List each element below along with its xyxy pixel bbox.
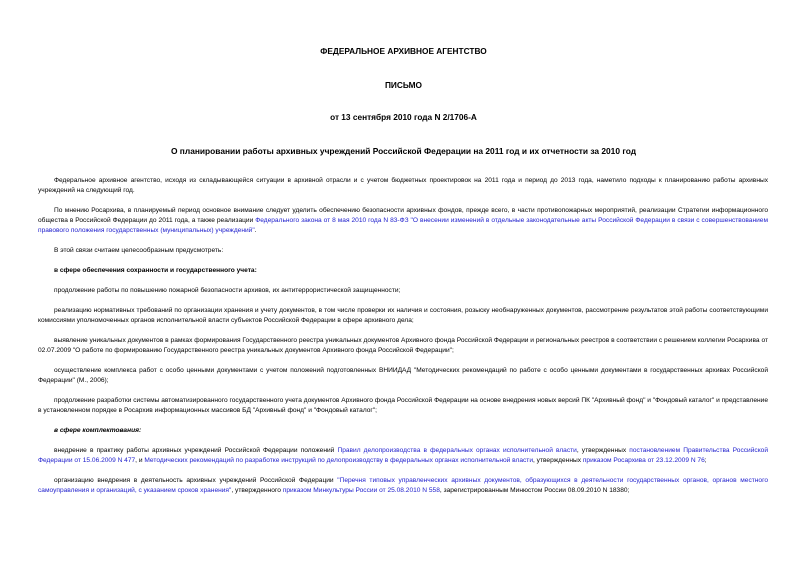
paragraph-text: , и — [135, 457, 145, 464]
rosarkhiv-order-link[interactable]: приказом Росархива от 23.12.2009 N 76 — [582, 457, 705, 464]
paragraph-text: , утвержденных — [576, 447, 630, 454]
minkultury-order-link[interactable]: приказом Минкультуры России от 25.08.2010 N 558 — [282, 487, 440, 494]
federal-law-link[interactable]: Федерального закона от 8 мая 2010 года N 83-ФЗ "О внесении изменений в отдельные законодательные акты Российской Федерации в связи с совершенствованием правового положения государственных (муниципальных) учреждений" — [38, 217, 768, 234]
paragraph-text: , зарегистрированным Минюстом России 08.09.2010 N 18380; — [439, 487, 630, 494]
paragraph-text: ; — [704, 457, 707, 464]
document-date: от 13 сентября 2010 года N 2/1706-А — [330, 112, 477, 122]
paragraph-automation: продолжение разработки системы автоматизированного государственного учета документов Архивного фонда Российской Федерации на основе внедрения новых версий ПК "Архивный фонд" и "Фондовый каталог" и представление в установленном порядке в Росархив информационных массивов БД "Архивный фонд" и "Фондовый каталог"; — [38, 397, 768, 414]
paragraph-storage-norms: реализацию нормативных требований по организации хранения и учету документов, в том числе проверки их наличия и состояния, розыску необнаруженных документов, рассмотрение результатов этой работы соответствующими комиссиями уполномоченных органов исполнительной власти субъектов Российской Федерации в сфере архивного дела; — [38, 307, 768, 324]
paragraph-fire-safety: продолжение работы по повышению пожарной безопасности архивов, их антитеррористической защищенности; — [54, 287, 401, 294]
paragraph-priorities — [38, 206, 768, 236]
document-type: ПИСЬМО — [384, 80, 423, 90]
paragraph-text: , утвержденных — [533, 457, 583, 464]
paragraph-doc-list — [38, 476, 768, 496]
typical-documents-list-link[interactable]: "Перечня типовых управленческих архивных документов, образующихся в деятельности государственных органов, органов местного самоуправления и организаций, с указанием сроков хранения" — [38, 477, 768, 494]
paragraph-unique-docs: выявление уникальных документов в рамках формирования Государственного реестра уникальных документов Архивного фонда Российской Федерации и региональных реестров в соответствии с решением коллегии Росархива от 02.07.2009 "О работе по формированию Государственного реестра уникальных документов Архивного фонда Российской Федерации"; — [38, 337, 768, 354]
paragraph-text: , утвержденного — [231, 487, 283, 494]
section-heading-safety: в сфере обеспечения сохранности и государственного учета: — [54, 267, 257, 274]
document-title: О планировании работы архивных учреждений Российской Федерации на 2011 год и их отчетности за 2010 год — [170, 146, 637, 156]
paragraph-text: организацию внедрения в деятельность архивных учреждений Российской Федерации — [54, 477, 338, 484]
paragraph-text: . — [254, 227, 257, 234]
paragraph-records-rules — [38, 446, 768, 466]
records-rules-link[interactable]: Правил делопроизводства в федеральных органах исполнительной власти — [337, 447, 577, 454]
paragraph-text: По мнению Росархива, в планируемый период основное внимание следует уделить обеспечению безопасности архивных фондов, прежде всего, в части противопожарных мероприятий, реализации Стратегии информационного общества в Российской Федерации до 2011 года, а также реализации — [38, 207, 768, 224]
section-heading-acquisition: в сфере комплектования: — [54, 427, 142, 434]
methodical-recommendations-link[interactable]: Методических рекомендаций по разработке инструкций по делопроизводству в федеральных органах исполнительной власти — [144, 457, 534, 464]
paragraph-intro: Федеральное архивное агентство, исходя из складывающейся ситуации в архивной отрасли и с учетом бюджетных проектировок на 2011 года и период до 2013 года, наметило подходы к планированию работы архивных учреждений на следующий год. — [38, 177, 768, 194]
agency-name: ФЕДЕРАЛЬНОЕ АРХИВНОЕ АГЕНТСТВО — [320, 46, 487, 56]
paragraph-valuable-docs: осуществление комплекса работ с особо ценными документами с учетом положений подготовленных ВНИИДАД "Методических рекомендаций по работе с особо ценными документами в государственных архивах Российской Федерации" (М., 2006); — [38, 367, 768, 384]
paragraph-consider: В этой связи считаем целесообразным предусмотреть: — [54, 247, 224, 254]
document-body — [38, 176, 768, 506]
paragraph-text: внедрение в практику работы архивных учреждений Российской Федерации положений — [54, 447, 338, 454]
government-decree-link[interactable]: постановлением Правительства Российской Федерации от 15.06.2009 N 477 — [38, 447, 769, 464]
